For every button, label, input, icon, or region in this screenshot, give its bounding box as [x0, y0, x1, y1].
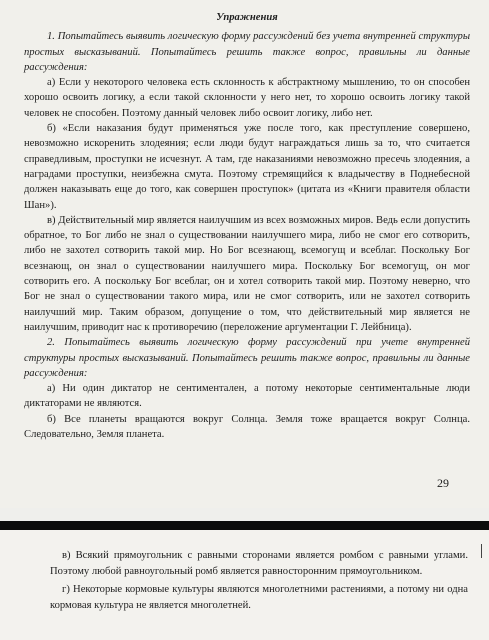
- exercise-2-d: г) Некоторые кормовые культуры являются многолетними растениями, а потому ни одна кормовая культура не является многолетней.: [50, 584, 468, 611]
- exercise-2-b: б) Все планеты вращаются вокруг Солнца. Земля тоже вращается вокруг Солнца. Следовательно, Земля планета.: [24, 413, 470, 441]
- page-text-continued: [50, 548, 468, 616]
- margin-mark: [481, 544, 482, 558]
- exercise-1-task: 1. Попытайтесь выявить логическую форму рассуждений без учета внутренней структуры простых высказываний. Попытайтесь решить также вопрос, правильны ли данные рассуждения:: [24, 31, 470, 73]
- section-heading: Упражнения: [216, 12, 278, 23]
- book-page-bottom: [0, 530, 489, 640]
- page-divider: [0, 521, 489, 530]
- exercise-1-c: в) Действительный мир является наилучшим из всех возможных миров. Ведь если допустить обратное, то Бог либо не знал о существовании наилучшего мира, либо не смог его сотворить, либо не захотел сотворить такой мир. Но Бог всезнающ, всемогущ и всеблаг. Поскольку Бог всезнающ, он знал о существовании наилучшего мира. Поскольку Бог всемогущ, он мог сотворить его. А поскольку Бог всеблаг, он и хотел сотворить такой мир. Поэтому неверно, что Бог не знал о существовании такого мира, или не смог сотворить, или не захотел сотворить наилучший мир. Таким образом, допущение о том, что действительный мир является не наилучшим, приводит нас к противоречию (переложение аргументации Г. Лейбница).: [24, 214, 470, 333]
- exercise-1-a: а) Если у некоторого человека есть склонность к абстрактному мышлению, то он способен хорошо освоить логику, а если такой склонности у него нет, то хорошо освоить логику такой человек не способен. Поэтому данный человек либо освоит логику, либо нет.: [24, 77, 470, 119]
- exercise-2-a: а) Ни один диктатор не сентиментален, а потому некоторые сентиментальные люди диктаторами не являются.: [24, 383, 470, 410]
- page-text: [24, 10, 470, 442]
- exercise-2-task: 2. Попытайтесь выявить логическую форму рассуждений при учете внутренней структуры простых высказываний. Попытайтесь решить также вопрос, правильны ли данные рассуждения:: [24, 337, 470, 379]
- exercise-2-c: в) Всякий прямоугольник с равными сторонами является ромбом с равными углами. Поэтому любой равноугольный ромб является равносторонним прямоугольником.: [50, 550, 468, 577]
- page-number: 29: [437, 476, 449, 490]
- page-gap: [0, 508, 489, 521]
- exercise-1-b: б) «Если наказания будут применяться уже после того, как преступление совершено, невозможно искоренить злодеяния; если люди будут награждаться лишь за то, что считается справедливым, проступки не исчезнут. А там, где наказаниями невозможно пресечь злодеяния, а наградами проступки, неизбежна смута. Поэтому стремящийся к владычеству в Поднебесной должен наказывать еще до того, как совершен проступок» (цитата из «Книги правителя области Шан»).: [24, 123, 470, 211]
